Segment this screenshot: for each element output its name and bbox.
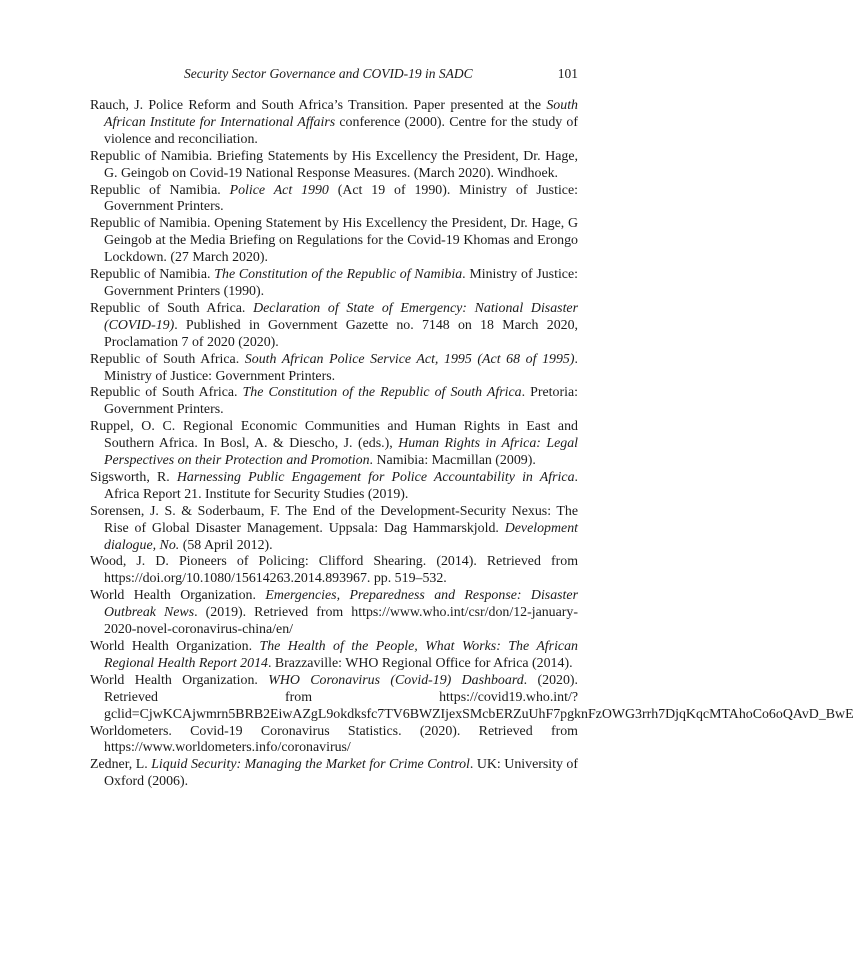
reference-entry xyxy=(90,470,578,504)
reference-text: Worldometers. Covid-19 Coronavirus Statistics. (2020). Retrieved from https://www.worldometers.info/coronavirus/ xyxy=(90,723,578,756)
reference-text: World Health Organization. xyxy=(90,672,269,688)
reference-text: Republic of Namibia. Briefing Statements by His Excellency the President, Dr. Hage, G. Geingob on Covid-19 National Response Measures. (March 2020). Windhoek. xyxy=(90,148,578,181)
reference-entry xyxy=(90,672,854,724)
reference-text: . (2020). Retrieved from https://covid19.who.int/?gclid=CjwKCAjwmrn5BRB2EiwAZgL9okdksfc7TV6BWZIjexSMcbERZuUhF7pgknFzOWG3rrh7DjqKqcMTAhoCo6oQAvD_BwE xyxy=(104,672,854,722)
reference-title: South African Institute for International Affairs xyxy=(104,98,578,130)
reference-text: Republic of Namibia. xyxy=(90,267,215,283)
reference-title: WHO Coronavirus (Covid-19) Dashboard xyxy=(268,672,524,688)
reference-text: Sigsworth, R. xyxy=(90,469,177,485)
reference-text: . Ministry of Justice: Government Printers (1990). xyxy=(104,267,578,299)
reference-text: Republic of South Africa. xyxy=(90,300,254,316)
reference-title: The Constitution of the Republic of Namibia xyxy=(214,267,463,283)
reference-text: . Pretoria: Government Printers. xyxy=(104,385,578,418)
reference-text: . Brazzaville: WHO Regional Office for Africa (2014). xyxy=(267,655,573,671)
reference-entry xyxy=(90,267,578,301)
reference-text: conference (2000). Centre for the study of violence and reconciliation. xyxy=(104,114,579,147)
reference-text: Zedner, L. xyxy=(90,757,152,773)
reference-entry xyxy=(90,554,578,588)
reference-title: Declaration of State of Emergency: National Disaster (COVID-19) xyxy=(104,300,578,333)
reference-entry xyxy=(90,757,578,791)
reference-entry xyxy=(90,352,578,386)
reference-text: Wood, J. D. Pioneers of Policing: Clifford Shearing. (2014). Retrieved from https://doi.org/10.1080/15614263.2014.893967. pp. 519–532. xyxy=(90,554,578,587)
reference-entry xyxy=(90,301,578,352)
reference-entry xyxy=(90,149,578,183)
reference-text: . Ministry of Justice: Government Printers. xyxy=(104,351,578,384)
reference-entry xyxy=(90,216,578,267)
reference-title: Emergencies, Preparedness and Response: Disaster Outbreak News xyxy=(104,588,578,621)
reference-title: The Health of the People, What Works: The African Regional Health Report 2014 xyxy=(104,639,578,671)
reference-title: Liquid Security: Managing the Market for Crime Control xyxy=(151,757,470,773)
reference-entry xyxy=(90,639,578,673)
reference-text: World Health Organization. xyxy=(90,588,266,604)
reference-text: . Africa Report 21. Institute for Security Studies (2019). xyxy=(104,469,578,502)
reference-entry xyxy=(90,588,578,639)
reference-text: . Namibia: Macmillan (2009). xyxy=(369,453,536,469)
reference-text: . UK: University of Oxford (2006). xyxy=(104,757,578,790)
reference-entry xyxy=(90,419,578,470)
reference-entry xyxy=(90,98,578,149)
reference-list xyxy=(90,98,854,791)
reference-entry xyxy=(90,504,578,555)
reference-title: South African Police Service Act, 1995 (Act 68 of 1995) xyxy=(244,351,575,367)
reference-text: (Act 19 of 1990). Ministry of Justice: Government Printers. xyxy=(104,182,578,215)
reference-text: Ruppel, O. C. Regional Economic Communities and Human Rights in East and Southern Africa. In Bosl, A. & Diescho, J. (eds.), xyxy=(90,419,578,452)
reference-text: . Published in Government Gazette no. 7148 on 18 March 2020, Proclamation 7 of 2020 (2020). xyxy=(104,317,578,350)
reference-text: Rauch, J. Police Reform and South Africa’s Transition. Paper presented at the xyxy=(90,98,547,113)
reference-entry xyxy=(90,385,578,419)
running-title: Security Sector Governance and COVID-19 in SADC xyxy=(184,66,473,81)
reference-text: Republic of Namibia. xyxy=(90,182,230,198)
reference-title: Harnessing Public Engagement for Police Accountability in Africa xyxy=(176,469,575,485)
reference-text: Sorensen, J. S. & Soderbaum, F. The End of the Development-Security Nexus: The Rise of Global Disaster Management. Uppsala: Dag Hammarskjold. xyxy=(90,503,578,536)
reference-text: Republic of South Africa. xyxy=(90,351,245,367)
reference-text: . (2019). Retrieved from https://www.who.int/csr/don/12-january-2020-novel-coronavirus-china/en/ xyxy=(104,605,578,638)
reference-text: (58 April 2012). xyxy=(179,537,273,553)
reference-title: Police Act 1990 xyxy=(229,182,329,198)
reference-title: The Constitution of the Republic of South Africa xyxy=(242,385,522,401)
reference-text: Republic of Namibia. Opening Statement by His Excellency the President, Dr. Hage, G Geingob at the Media Briefing on Regulations for the Covid-19 Khomas and Erongo Lockdown. (27 March 2020). xyxy=(90,216,578,266)
reference-entry xyxy=(90,183,578,217)
page-number: 101 xyxy=(557,66,578,81)
reference-text: World Health Organization. xyxy=(90,639,260,654)
reference-title: Development dialogue, No. xyxy=(104,520,578,553)
reference-text: Republic of South Africa. xyxy=(90,385,243,401)
reference-entry xyxy=(90,724,578,758)
reference-title: Human Rights in Africa: Legal Perspectives on their Protection and Promotion xyxy=(104,436,578,469)
